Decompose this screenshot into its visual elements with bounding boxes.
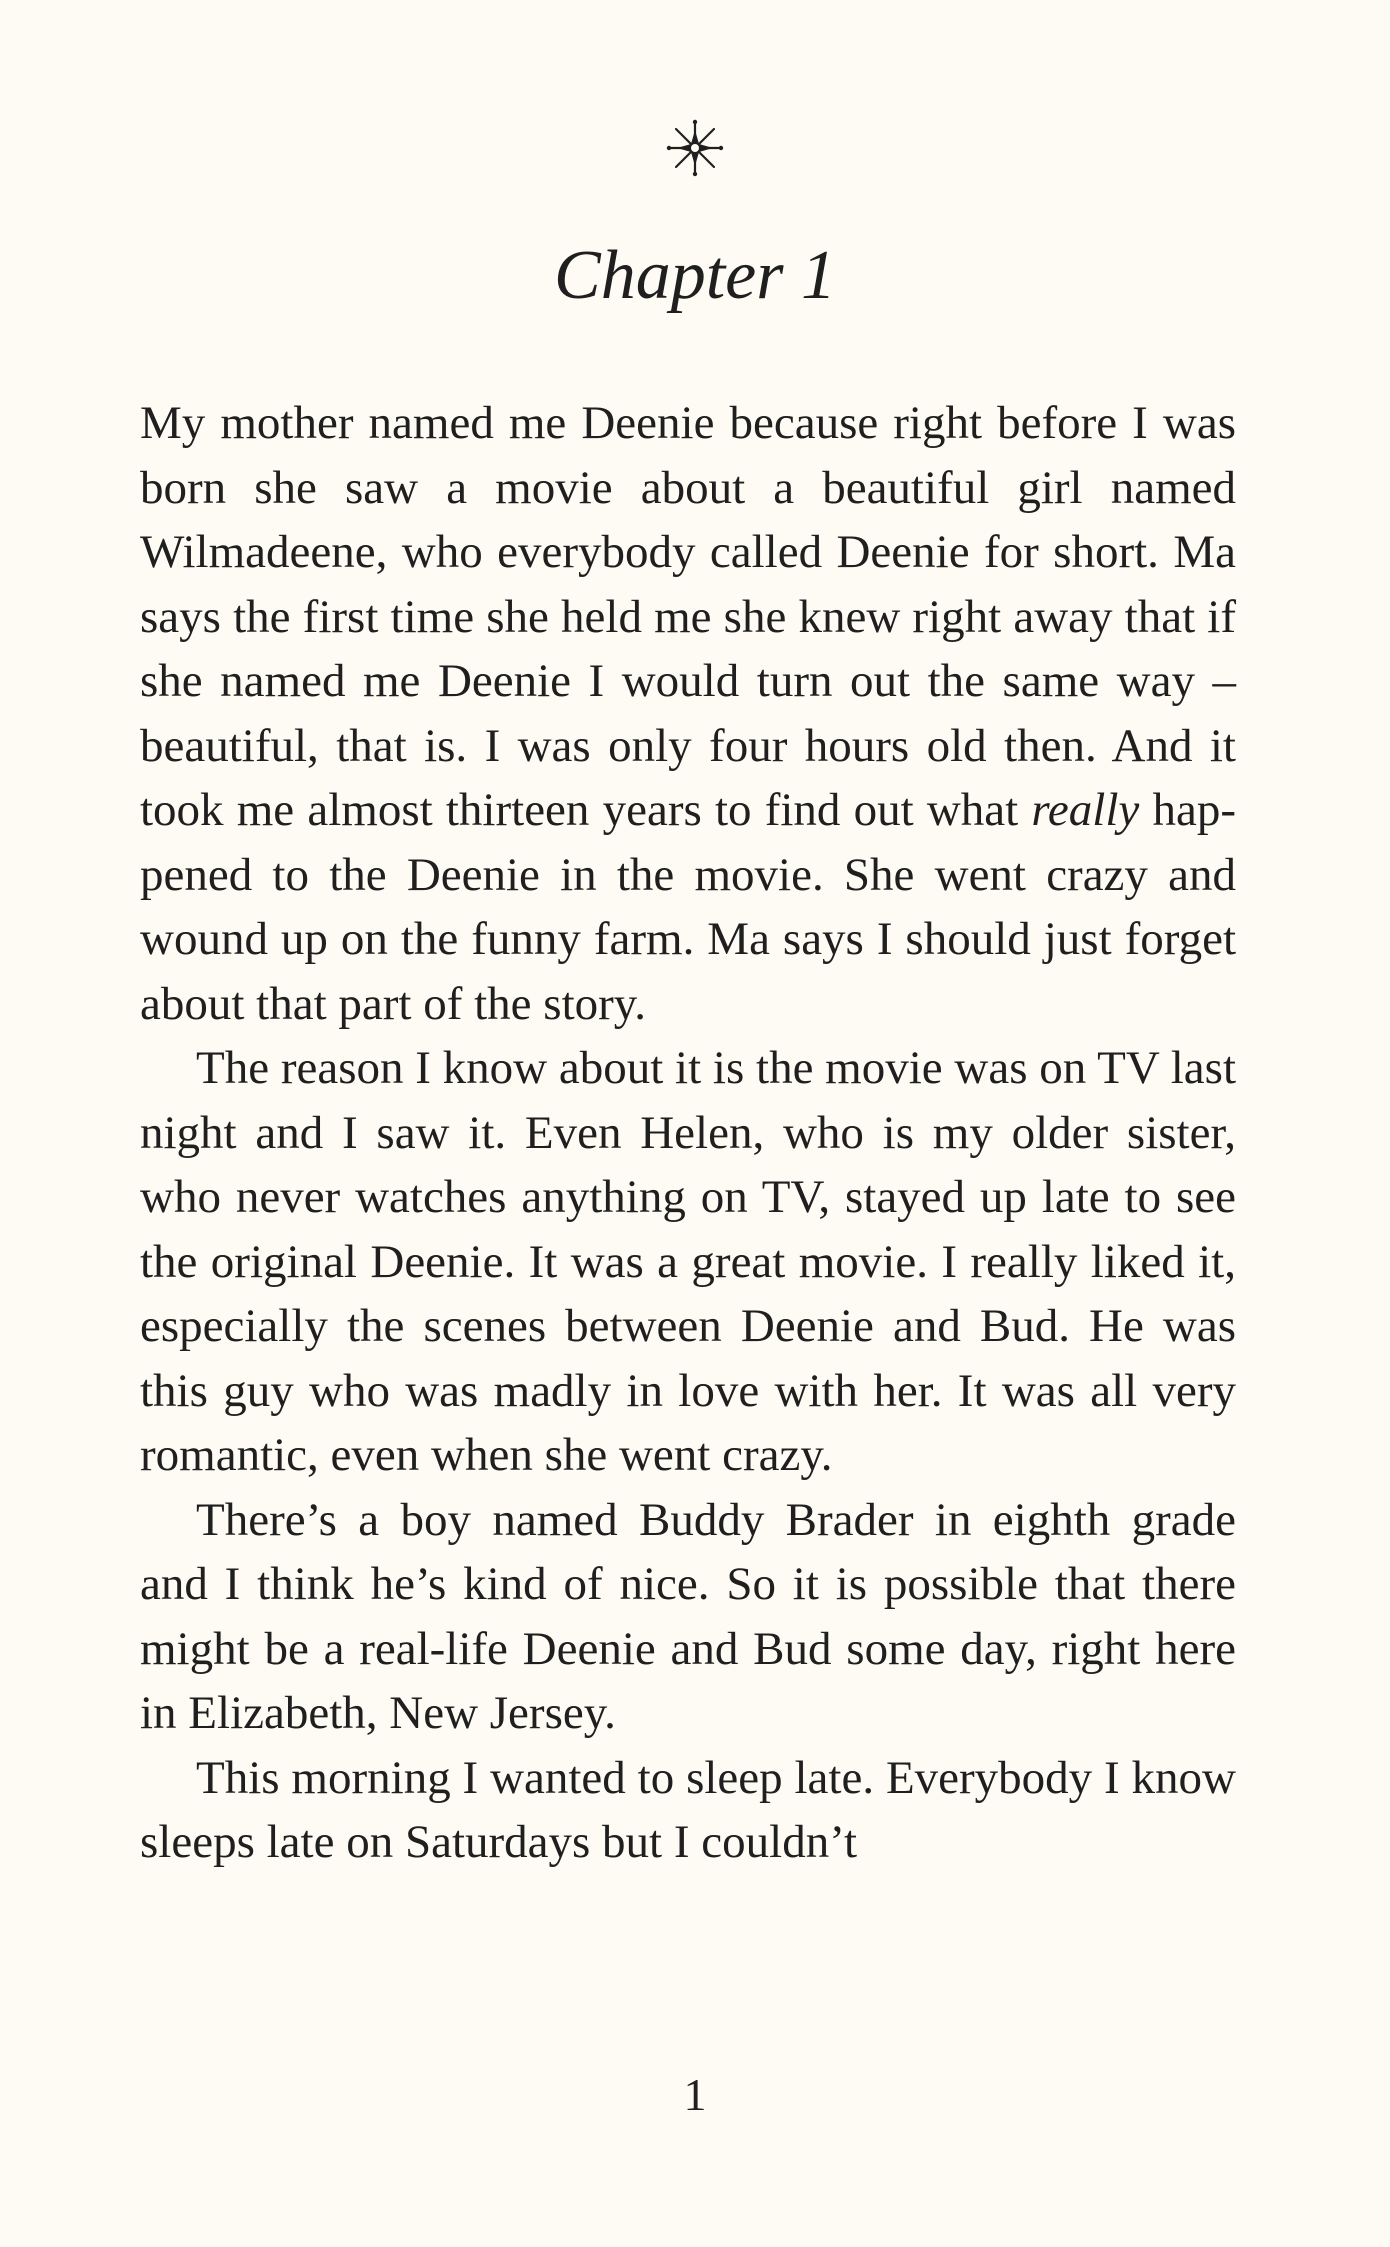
emphasis-really: really bbox=[1031, 784, 1140, 836]
paragraph-3: There’s a boy named Buddy Brader in eighth grade and I think he’s kind of nice. So it is possible that there might be a real-life Deenie and Bud some day, right here in Elizabeth, New Jersey. bbox=[140, 1493, 1236, 1739]
paragraph-1-text-after: happened to the Deenie in the movie. She went crazy and wound up on the funny farm. Ma says I should just forget about that part of the story. bbox=[140, 784, 1236, 1030]
page-number: 1 bbox=[683, 2069, 707, 2120]
paragraph-1 bbox=[140, 391, 1236, 1036]
chapter-title: Chapter 1 bbox=[554, 237, 836, 314]
paragraph-1-text-before: My mother named me Deenie because right before I was born she saw a movie about a beautiful girl named Wilmadeene, who everybody called Deenie for short. Ma says the first time she held me she knew right away that if she named me Deenie I would turn out the same way – beautiful, that is. I was only four hours old then. And it took me almost thirteen years to find out what bbox=[140, 397, 1236, 836]
paragraph-4: This morning I wanted to sleep late. Everybody I know sleeps late on Saturdays but I couldn’t bbox=[140, 1751, 1236, 1868]
paragraph-2: The reason I know about it is the movie was on TV last night and I saw it. Even Helen, who is my older sister, who never watches anything on TV, stayed up late to see the original Deenie. It was a great movie. I really liked it, especially the scenes between Deenie and Bud. He was this guy who was madly in love with her. It was all very romantic, even when she went crazy. bbox=[140, 1042, 1236, 1481]
star-burst-ornament-icon bbox=[665, 118, 725, 178]
body-text bbox=[140, 391, 1236, 1875]
